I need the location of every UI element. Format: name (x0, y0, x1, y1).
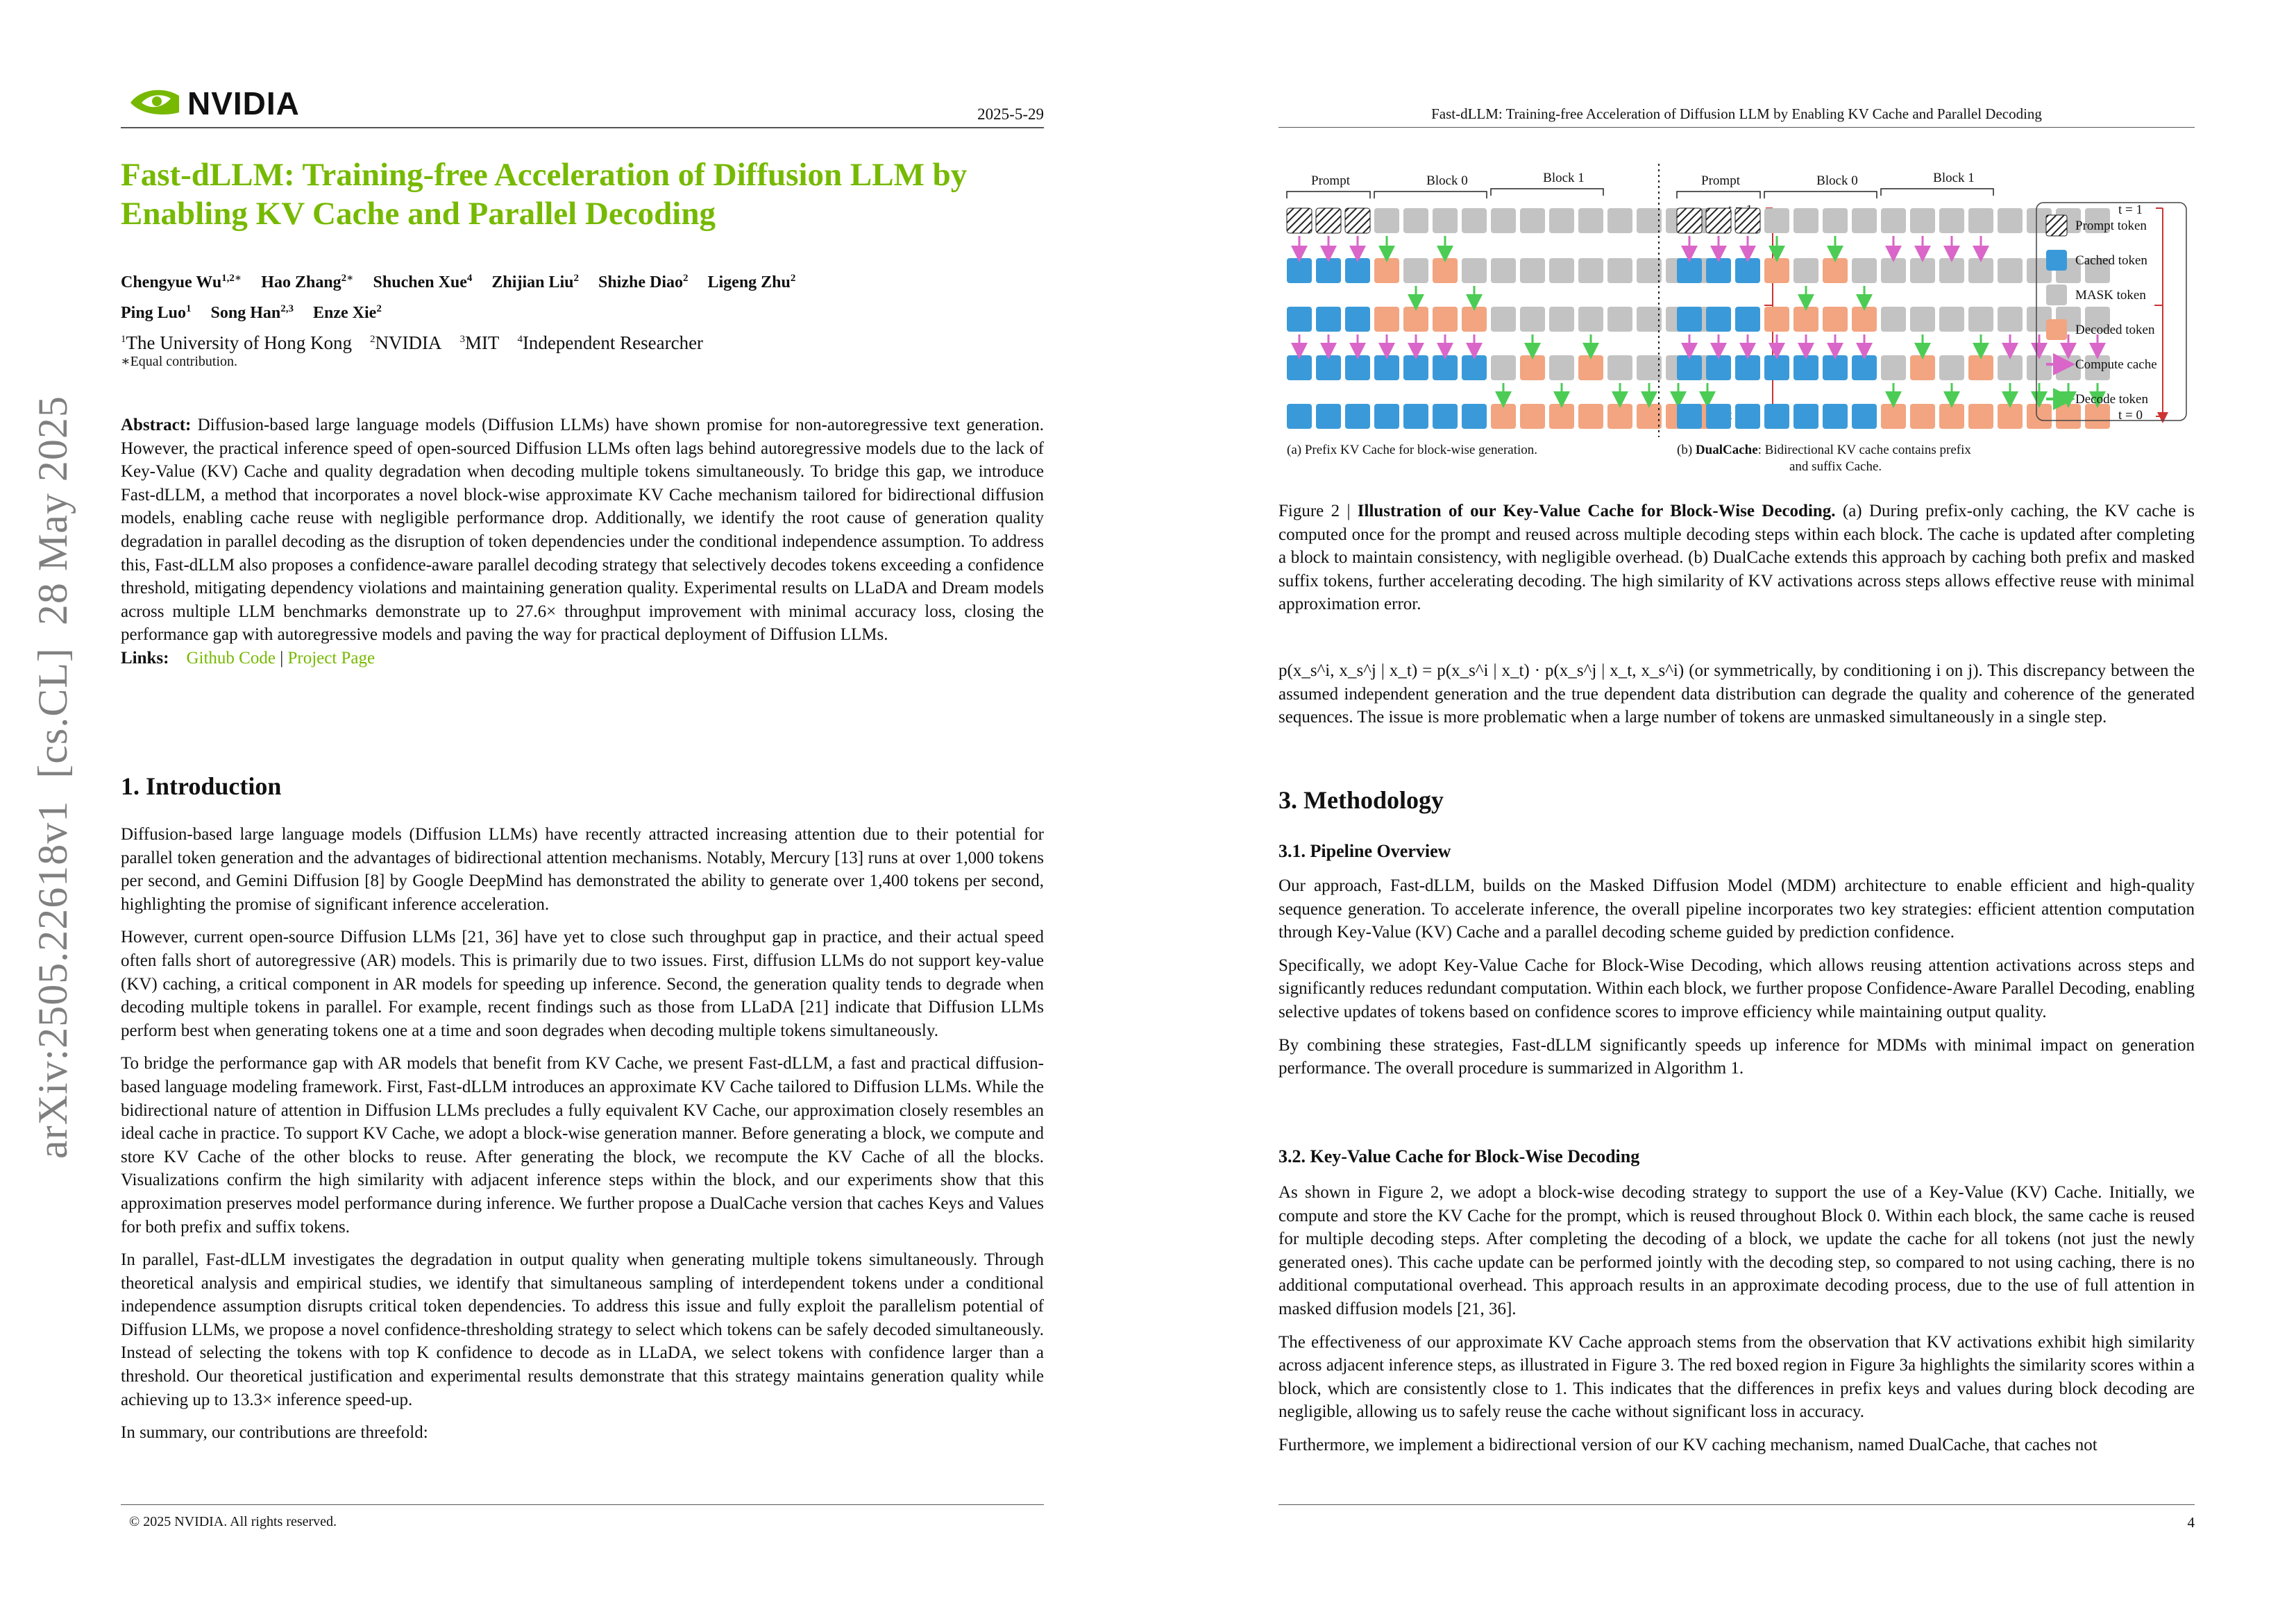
legend-label: Cached token (2075, 253, 2147, 268)
legend-label: MASK token (2075, 288, 2146, 303)
token (1462, 355, 1487, 380)
token (1607, 208, 1632, 233)
caption-title: Illustration of our Key-Value Cache for Block-Wise Decoding. (1357, 502, 1836, 520)
author-list (121, 265, 1044, 326)
caption-text: (a) During prefix-only caching, the KV cache is computed once for the prompt and reused across multiple decoding steps within each block. The cache is updated after completing a block to maintain consistency, with negligible overhead. (b) DualCache extends this approach by caching both prefix and masked suffix tokens, further accelerating decoding. The high similarity of KV activations across steps allows effective reuse with minimal approximation error. (1278, 502, 2195, 614)
token (1549, 208, 1574, 233)
token (1491, 208, 1516, 233)
token (1607, 307, 1632, 332)
block0-label: Block 0 (1816, 173, 1858, 188)
token (1287, 355, 1312, 380)
token (1998, 355, 2023, 380)
token (1316, 208, 1341, 233)
token (1549, 404, 1574, 429)
legend-label: Compute cache (2075, 357, 2157, 372)
pipeline-body (1278, 874, 2195, 1080)
pipeline-paragraph-2: Specifically, we adopt Key-Value Cache for Block-Wise Decoding, which allows reusing attention activations across steps and significantly reduces redundant computation. Within each block, we further propose Confidence-Aware Parallel Decoding, enabling selective updates of tokens based on confidence scores to improve efficiency while maintaining output quality. (1278, 955, 2195, 1021)
token (1578, 355, 1603, 380)
link-separator: | (280, 648, 284, 668)
title-line-1: Fast-dLLM: Training-free Acceleration of Diffusion LLM by (121, 157, 968, 193)
token (1462, 258, 1487, 283)
prompt-label: Prompt (1701, 173, 1740, 188)
token (1520, 208, 1545, 233)
author-name: Enze Xie$^2$ (313, 303, 382, 322)
token (1881, 258, 1906, 283)
bracket (1287, 192, 1370, 198)
bracket (1764, 192, 1877, 198)
token (1823, 208, 1848, 233)
intro-paragraph-2: However, current open-source Diffusion LLMs [21, 36] have yet to close such throughput gap in practice, and their actual speed often falls short of autoregressive (AR) models. This is primarily due to two issues. First, diffusion LLMs do not support key-value (KV) caching, a critical component in AR models for speeding up inference. Second, the generation quality tends to degrade when decoding multiple tokens in parallel. For example, recent findings such as those from LLaDA [21] indicate that Diffusion LLMs perform best when generating tokens one at a time and soon degrades when decoding multiple tokens simultaneously. (121, 928, 1044, 1040)
legend-swatch (2046, 250, 2067, 271)
subcaption-b-line-1: (b) DualCache: Bidirectional KV cache contains prefix (1677, 443, 1971, 457)
token (1637, 208, 1662, 233)
token (1316, 258, 1341, 283)
block1-label: Block 1 (1543, 171, 1585, 185)
legend-swatch (2046, 284, 2067, 305)
token (1968, 258, 1993, 283)
bracket (1374, 192, 1487, 198)
affiliation: $^3$MIT (459, 332, 500, 353)
legend-label: Prompt token (2075, 219, 2147, 233)
token (1374, 404, 1399, 429)
kv-paragraph-1: As shown in Figure 2, we adopt a block-wise decoding strategy to support the use of a Key-Value (KV) Cache. Initially, we compute and store the KV Cache for the prompt, which is reused throughout Block 0. Within each block, the same cache is reused for multiple decoding steps. After completing the decoding of a block, we update the cache for all tokens (not just the newly generated ones). This cache update can be performed jointly with the decoding step, so compared to not using caching, there is no additional computational overhead. This approach results in an approximate decoding process, due to the use of full attention in masked diffusion models [21, 36]. (1278, 1183, 2195, 1318)
token (1403, 258, 1428, 283)
token (1706, 404, 1731, 429)
token (1706, 355, 1731, 380)
token (1374, 208, 1399, 233)
subcaption-b-line-2: and suffix Cache. (1789, 459, 1882, 474)
bracket (1881, 189, 1993, 196)
abstract (121, 414, 1044, 670)
token (1968, 307, 1993, 332)
token (1793, 404, 1818, 429)
block0-label: Block 0 (1426, 173, 1468, 188)
token (1462, 208, 1487, 233)
t0-label: t = 0 (2118, 408, 2143, 423)
token (2085, 404, 2110, 429)
token (1345, 355, 1370, 380)
token (2027, 355, 2052, 380)
token (1374, 355, 1399, 380)
abstract-text: Diffusion-based large language models (Diffusion LLMs) have shown promise for non-autoregressive text generation. However, the practical inference speed of open-sourced Diffusion LLMs often lags behind autoregressive models due to the lack of Key-Value (KV) Cache and quality degradation when decoding multiple tokens simultaneously. To bridge this gap, we introduce Fast-dLLM, a method that incorporates a novel block-wise approximate KV Cache mechanism tailored for bidirectional diffusion models, enabling cache reuse with negligible performance drop. Additionally, we identify the root cause of generation quality degradation in parallel decoding as the disruption of token dependencies under the conditional independence assumption. To address this, Fast-dLLM also proposes a confidence-aware parallel decoding strategy that selectively decodes tokens exceeding a confidence threshold, mitigating dependency violations and maintaining generation quality. Experimental results on LLaDA and Dream models across multiple LLM benchmarks demonstrate up to 27.6× throughput improvement with minimal accuracy loss, closing the performance gap with autoregressive models and paving the way for practical deployment of Diffusion LLMs. (121, 416, 1045, 645)
token (1852, 404, 1877, 429)
author-name: Shizhe Diao$^2$ (598, 273, 689, 291)
token (1968, 404, 1993, 429)
token (1287, 208, 1312, 233)
token (1764, 208, 1789, 233)
token (1706, 307, 1731, 332)
links-label: Links: (121, 648, 169, 668)
running-header-rule (1278, 127, 2195, 128)
token (1316, 355, 1341, 380)
intro-paragraph-1: Diffusion-based large language models (Diffusion LLMs) have recently attracted increasing attention due to their potential for parallel token generation and the advantages of bidirectional attention mechanisms. Notably, Mercury [13] runs at over 1,000 tokens per second, and Gemini Diffusion [8] by Google DeepMind has demonstrated the ability to generate over 1,400 tokens per second, highlighting the promise of significant inference acceleration. (121, 825, 1044, 914)
token (1374, 258, 1399, 283)
footer-rule (121, 1504, 1044, 1505)
token (1968, 355, 1993, 380)
token (1637, 307, 1662, 332)
token (1287, 404, 1312, 429)
token (1939, 355, 1964, 380)
token (1793, 208, 1818, 233)
token (1793, 258, 1818, 283)
nvidia-logo (128, 82, 308, 121)
authors-line-2 (121, 296, 1044, 326)
token (2027, 404, 2052, 429)
prompt-label: Prompt (1311, 173, 1350, 188)
subcaption-a: (a) Prefix KV Cache for block-wise generation. (1287, 443, 1538, 457)
figure-2-caption (1278, 500, 2195, 616)
token (1462, 307, 1487, 332)
token (1520, 355, 1545, 380)
affiliation: $^2$NVIDIA (369, 332, 442, 353)
token (1881, 307, 1906, 332)
token (1637, 404, 1662, 429)
token (1735, 355, 1760, 380)
paper-title (121, 155, 1044, 233)
token (1764, 355, 1789, 380)
footer-copyright: © 2025 NVIDIA. All rights reserved. (129, 1514, 337, 1529)
token (1998, 307, 2023, 332)
legend-label: Decoded token (2075, 323, 2155, 337)
pipeline-overview-heading: 3.1. Pipeline Overview (1278, 841, 1451, 861)
token (1637, 258, 1662, 283)
token (1549, 355, 1574, 380)
token (1433, 307, 1458, 332)
token (1735, 208, 1760, 233)
token (1491, 307, 1516, 332)
author-name: Shuchen Xue$^4$ (373, 273, 473, 291)
intro-paragraph-3: To bridge the performance gap with AR models that benefit from KV Cache, we present Fast-dLLM, a fast and practical diffusion-based language modeling framework. First, Fast-dLLM introduces an approximate KV Cache tailored to Diffusion LLMs. While the bidirectional nature of attention in Diffusion LLMs precludes a fully equivalent KV Cache, our approximation closely resembles an ideal cache in practice. To support KV Cache, we adopt a block-wise generation manner. Before generating a block, we compute and store KV Cache of the other blocks to reuse. After generating the block, we recompute the KV Cache of all the blocks. Visualizations confirm the high similarity with adjacent inference steps within the block, and our experiments show that this approximation preserves model performance during inference. We further propose a DualCache version that caches Keys and Values for both prefix and suffix tokens. (121, 1054, 1044, 1237)
token (1677, 307, 1702, 332)
kv-paragraph-2: The effectiveness of our approximate KV Cache approach stems from the observation that KV activations exhibit high similarity across adjacent inference steps, as illustrated in Figure 3. The red boxed region in Figure 3a highlights the similarity scores within a block, which are consistently close to 1. This indicates that the differences in prefix keys and values during block decoding are negligible, allowing us to safely reuse the cache without significant loss in accuracy. (1278, 1332, 2195, 1422)
token (1549, 307, 1574, 332)
kv-cache-heading: 3.2. Key-Value Cache for Block-Wise Decoding (1278, 1146, 1640, 1166)
arxiv-stamp: arXiv:2505.22618v1 [cs.CL] 28 May 2025 (30, 396, 76, 1159)
token (1910, 355, 1935, 380)
token (1998, 404, 2023, 429)
token (1706, 258, 1731, 283)
caption-label: Figure 2 | (1278, 502, 1358, 520)
token (1345, 258, 1370, 283)
token (1403, 307, 1428, 332)
token (1520, 258, 1545, 283)
token (1433, 355, 1458, 380)
token (1852, 355, 1877, 380)
kv-cache-diagram (1278, 160, 2195, 486)
token (1607, 258, 1632, 283)
token (2056, 404, 2081, 429)
right-page (1278, 0, 2195, 1623)
token (1910, 258, 1935, 283)
block1-label: Block 1 (1933, 171, 1975, 185)
token (1793, 307, 1818, 332)
methodology-heading: 3. Methodology (1278, 786, 1444, 814)
token (1939, 307, 1964, 332)
token (1287, 307, 1312, 332)
token (1881, 355, 1906, 380)
author-name: Zhijian Liu$^2$ (491, 273, 579, 291)
token (1910, 208, 1935, 233)
token (1520, 307, 1545, 332)
pipeline-paragraph-1: Our approach, Fast-dLLM, builds on the Masked Diffusion Model (MDM) architecture to enable efficient and high-quality sequence generation. To accelerate inference, the overall pipeline incorporates two key strategies: efficient attention computation through Key-Value (KV) Cache and a parallel decoding scheme guided by prediction confidence. (1278, 876, 2195, 942)
figure-2 (1278, 160, 2195, 486)
legend-swatch-prompt (2046, 215, 2067, 236)
token (1823, 355, 1848, 380)
token (1823, 404, 1848, 429)
nvidia-eye-icon (128, 82, 183, 121)
project-page-link[interactable]: Project Page (287, 648, 375, 668)
author-name: Hao Zhang$^{2∗}$ (261, 273, 354, 291)
affiliation: $^1$The University of Hong Kong (121, 332, 352, 353)
token (1491, 404, 1516, 429)
token (1607, 355, 1632, 380)
token (1852, 208, 1877, 233)
author-name: Chengyue $Wu^{1,2∗}$ (121, 273, 242, 291)
token (1823, 258, 1848, 283)
intro-paragraph-5: In summary, our contributions are threefold: (121, 1423, 428, 1443)
token (1549, 258, 1574, 283)
token (1491, 258, 1516, 283)
affiliation: $^4$Independent Researcher (517, 332, 704, 353)
authors-line-1 (121, 265, 1044, 296)
token (1316, 307, 1341, 332)
token (1677, 355, 1702, 380)
page-number: 4 (2187, 1514, 2195, 1531)
title-line-2: Enabling KV Cache and Parallel Decoding (121, 196, 716, 232)
token (1433, 258, 1458, 283)
left-page (121, 0, 1044, 1623)
author-name: Ligeng Zhu$^2$ (707, 273, 796, 291)
kv-paragraph-3: Furthermore, we implement a bidirectional version of our KV caching mechanism, named DualCache, that caches not (1278, 1435, 2097, 1454)
token (1403, 208, 1428, 233)
token (1677, 404, 1702, 429)
conditional-independence-paragraph: p(x_s^i, x_s^j | x_t) = p(x_s^i | x_t) · p(x_s^j | x_t, x_s^i) (or symmetrically, by conditioning i on j). This discrepancy between the assumed independent generation and the true dependent data distribution can degrade the quality and coherence of the generated sequences. The issue is more problematic when a large number of tokens are unmasked simultaneously in a single step. (1278, 661, 2195, 727)
token (1433, 404, 1458, 429)
token (1520, 404, 1545, 429)
token (1578, 208, 1603, 233)
token (1374, 307, 1399, 332)
token (1793, 355, 1818, 380)
token (1764, 307, 1789, 332)
token (1706, 208, 1731, 233)
running-header: Fast-dLLM: Training-free Acceleration of Diffusion LLM by Enabling KV Cache and Parallel Decoding (1431, 105, 2042, 122)
abstract-paragraph (121, 414, 1044, 647)
token (1403, 404, 1428, 429)
token (1677, 208, 1702, 233)
token (1764, 258, 1789, 283)
token (1578, 258, 1603, 283)
token (1910, 404, 1935, 429)
token (1287, 258, 1312, 283)
intro-paragraph-4: In parallel, Fast-dLLM investigates the degradation in output quality when generating multiple tokens simultaneously. Through theoretical analysis and empirical studies, we identify that simultaneous sampling of interdependent tokens under a conditional independence assumption disrupts critical token dependencies. To address this issue and fully exploit the parallelism potential of Diffusion LLMs, we propose a novel confidence-thresholding strategy to select which tokens can be safely decoded simultaneously. Instead of selecting the tokens with top K confidence to decode as in LLaDA, we select tokens with confidence larger than a threshold. Our theoretical justification and experimental results demonstrate that this strategy maintains generation quality while achieving up to 13.3× inference speed-up. (121, 1250, 1044, 1409)
token (1881, 404, 1906, 429)
token (1998, 258, 2023, 283)
token (1345, 208, 1370, 233)
token (1735, 404, 1760, 429)
footer-rule-right (1278, 1504, 2195, 1505)
token (1939, 258, 1964, 283)
bracket (1677, 192, 1760, 198)
token (1607, 404, 1632, 429)
intro-body (121, 823, 1044, 1445)
token (1491, 355, 1516, 380)
github-code-link[interactable]: Github Code (186, 648, 276, 668)
token (1345, 404, 1370, 429)
legend-swatch (2046, 319, 2067, 340)
links-row (121, 647, 1044, 670)
pipeline-paragraph-3: By combining these strategies, Fast-dLLM significantly speeds up inference for MDMs with minimal impact on generation performance. The overall procedure is summarized in Algorithm 1. (1278, 1035, 2195, 1078)
token (1968, 208, 1993, 233)
token (1578, 404, 1603, 429)
token (1345, 307, 1370, 332)
token (1852, 258, 1877, 283)
token (1316, 404, 1341, 429)
header-rule (121, 127, 1044, 128)
nvidia-wordmark: NVIDIA (187, 85, 300, 121)
token (1677, 258, 1702, 283)
kv-cache-body (1278, 1181, 2195, 1457)
token (1939, 404, 1964, 429)
token (1998, 208, 2023, 233)
intro-heading: 1. Introduction (121, 772, 282, 800)
t1-label: t = 1 (2118, 203, 2143, 217)
token (1910, 307, 1935, 332)
header-date: 2025-5-29 (977, 105, 1044, 123)
affiliations (121, 328, 721, 355)
token (1823, 307, 1848, 332)
token (1852, 307, 1877, 332)
legend-label: Decode token (2075, 392, 2148, 407)
equal-contribution-note: ∗Equal contribution. (121, 354, 238, 369)
token (1462, 404, 1487, 429)
token (1764, 404, 1789, 429)
token (1939, 208, 1964, 233)
token (1735, 307, 1760, 332)
token (1637, 355, 1662, 380)
token (1735, 258, 1760, 283)
token (1881, 208, 1906, 233)
token (1403, 355, 1428, 380)
author-name: Song Han$^{2,3}$ (210, 303, 294, 322)
token (1433, 208, 1458, 233)
author-name: Ping Luo$^1$ (121, 303, 192, 322)
abstract-label: Abstract: (121, 416, 192, 434)
token (1578, 307, 1603, 332)
bracket (1491, 189, 1603, 196)
